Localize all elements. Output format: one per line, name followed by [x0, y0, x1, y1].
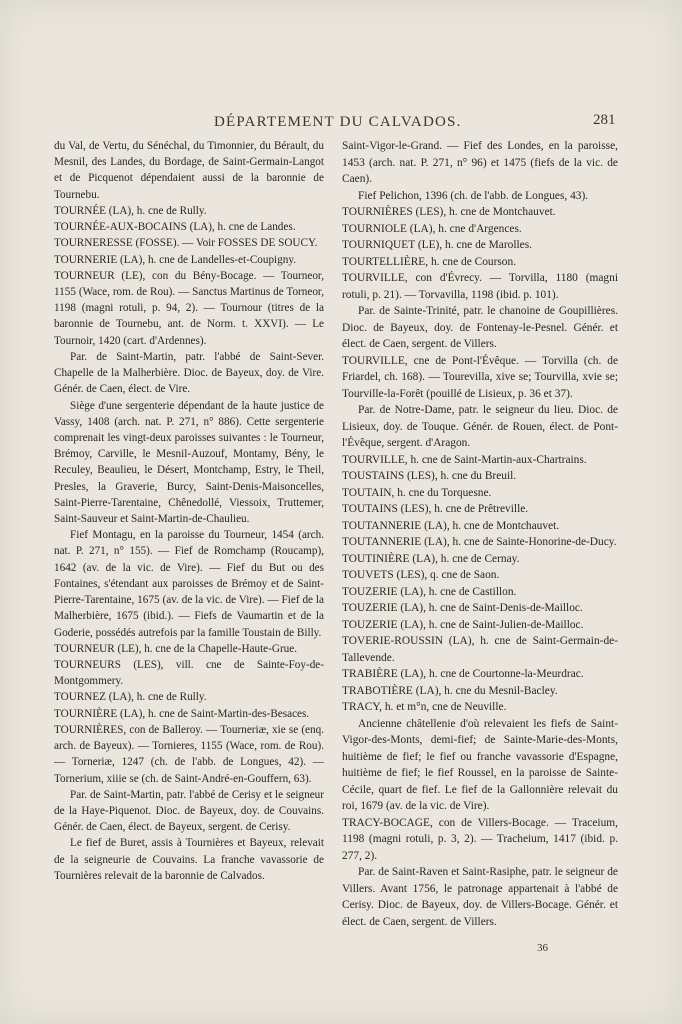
paragraph: Par. de Saint-Martin, patr. l'abbé de Cerisy et le seigneur de la Haye-Piquenot. Dioc. de Bayeux, doy. de Couvains. Génér. de Caen, élect. de Bayeux, sergent. de Cerisy.	[54, 788, 324, 834]
dictionary-entry: TOUTAINS (LES), h. cne de Prêtreville.	[342, 503, 529, 515]
dictionary-entry: TOVERIE-ROUSSIN (LA), h. cne de Saint-Germain-de-Tallevende.	[342, 635, 618, 664]
running-title: DÉPARTEMENT DU CALVADOS.	[214, 114, 462, 130]
dictionary-entry: TOUTAIN, h. cne du Torquesne.	[342, 486, 492, 499]
dictionary-entry: TOURNIÈRES, con de Balleroy. — Tourneriæ, xie se (enq. arch. de Bayeux). — Tornieres, 1155 (Wace, rom. de Rou). — Torneriæ, 1247 (ch. de l'abb. de Longues, 42). — Tornerium, xiiie se (ch. de Saint-André-en-Gouffern, 63).	[54, 723, 324, 785]
dictionary-entry: TOURNEUR (LE), h. cne de la Chapelle-Haute-Grue.	[54, 642, 298, 655]
dictionary-entry: TOURNÉE-AUX-BOCAINS (LA), h. cne de Landes.	[54, 221, 296, 234]
dictionary-entry: TOUZERIE (LA), h. cne de Saint-Julien-de-Mailloc.	[342, 618, 584, 631]
dictionary-entry: TOUTINIÈRE (LA), h. cne de Cernay.	[342, 552, 520, 565]
paragraph: Par. de Saint-Raven et Saint-Rasiphe, patr. le seigneur de Villers. Avant 1756, le patronage appartenait à l'abbé de Cerisy. Dioc. de Bayeux, doy. de Villers-Bocage. Génér. et élect. de Caen, sergent. de Villers.	[342, 866, 618, 928]
page-number: 281	[593, 112, 616, 128]
dictionary-entry: TOURNERESSE (FOSSE). — Voir FOSSES DE SOUCY.	[54, 237, 318, 250]
dictionary-entry: TOURNEZ (LA), h. cne de Rully.	[54, 691, 207, 704]
paragraph: Fief Pelichon, 1396 (ch. de l'abb. de Longues, 43).	[358, 189, 589, 202]
left-column	[54, 138, 324, 884]
dictionary-entry: TOURNIOLE (LA), h. cne d'Argences.	[342, 222, 522, 235]
dictionary-entry: TOUVETS (LES), q. cne de Saon.	[342, 569, 500, 581]
dictionary-entry: TOURNÉE (LA), h. cne de Rully.	[54, 204, 207, 217]
dictionary-entry: TOUTANNERIE (LA), h. cne de Sainte-Honorine-de-Ducy.	[342, 536, 617, 548]
dictionary-entry: TOUZERIE (LA), h. cne de Castillon.	[342, 585, 517, 598]
dictionary-entry: TOURVILLE, h. cne de Saint-Martin-aux-Chartrains.	[342, 453, 587, 466]
dictionary-entry: TOURNIÈRES (LES), h. cne de Montchauvet.	[342, 206, 556, 218]
dictionary-entry: TRABOTIÈRE (LA), h. cne du Mesnil-Bacley.	[342, 684, 558, 697]
dictionary-entry: TOURNEUR (LE), con du Bény-Bocage. — Tourneor, 1155 (Wace, rom. de Rou). — Sanctus Martinus de Torneor, 1198 (magni rotuli, p. 94, 2). — Tournour (titres de la baronnie de Tournebu, ant. de Norm. t. XXVI). — Le Tournoir, 1420 (cart. d'Ardennes).	[54, 269, 324, 347]
paragraph: Par. de Saint-Martin, patr. l'abbé de Saint-Sever. Chapelle de la Malherbière. Dioc. de Bayeux, doy. de Vire. Génér. de Caen, élect. de Vire.	[54, 350, 324, 396]
dictionary-entry: TOURNEURS (LES), vill. cne de Sainte-Foy-de-Montgommery.	[54, 659, 324, 688]
right-column	[342, 138, 618, 930]
page-header	[0, 114, 682, 136]
paragraph: Siège d'une sergenterie dépendant de la haute justice de Vassy, 1408 (arch. nat. P. 271, n° 886). Cette sergenterie comprenait les vingt-deux paroisses suivantes : le Tourneur, Brémoy, Carville, le Mesnil-Auzouf, Montamy, Bény, le Reculey, Beaulieu, le Désert, Montchamp, Estry, le Theil, Presles, la Graverie, Burcy, Saint-Denis-Maisoncelles, Saint-Pierre-Tarentaine, Chênedollé, Viessoix, Truttemer, Saint-Sauveur et Saint-Martin-de-Chaulieu.	[54, 399, 324, 526]
dictionary-entry: TRACY-BOCAGE, con de Villers-Bocage. — Traceium, 1198 (magni rotuli, p. 3, 2). — Tracheium, 1417 (ibid. p. 277, 2).	[342, 816, 618, 862]
dictionary-entry: TOURNIQUET (LE), h. cne de Marolles.	[342, 239, 533, 251]
dictionary-entry: Saint-Vigor-le-Grand. — Fief des Londes, en la paroisse, 1453 (arch. nat. P. 271, n° 96) et 1475 (fiefs de la vic. de Caen).	[342, 140, 618, 185]
paragraph: Par. de Sainte-Trinité, patr. le chanoine de Goupillières. Dioc. de Bayeux, doy. de Fontenay-le-Pesnel. Génér. et élect. de Caen, sergent. de Villers.	[342, 305, 618, 350]
dictionary-entry: TOURNERIE (LA), h. cne de Landelles-et-Coupigny.	[54, 253, 297, 266]
signature-mark: 36	[537, 942, 548, 954]
dictionary-entry: TOUTANNERIE (LA), h. cne de Montchauvet.	[342, 519, 560, 532]
dictionary-entry: TOUZERIE (LA), h. cne de Saint-Denis-de-Mailloc.	[342, 602, 583, 614]
paragraph: Par. de Notre-Dame, patr. le seigneur du lieu. Dioc. de Lisieux, doy. de Touque. Génér. de Rouen, élect. de Pont-l'Évêque, sergent. d'Aragon.	[342, 404, 618, 449]
dictionary-entry: TRACY, h. et m°n, cne de Neuville.	[342, 701, 507, 713]
paragraph: Ancienne châtellenie d'où relevaient les fiefs de Saint-Vigor-des-Monts, demi-fief; de Sainte-Marie-des-Monts, huitième de fief; le fief ou franche vavassorie d'Espagne, huitième de fief; le fief Roussel, en la paroisse de Sainte-Cécile, quart de fief. Le fief de la Gallonnière relevait du roi, 1679 (av. de la vic. de Vire).	[342, 717, 618, 812]
dictionary-entry: TOURVILLE, cne de Pont-l'Évêque. — Torvilla (ch. de Friardel, ch. 168). — Tourevilla, xive se; Tourvilla, xvie se; Tourville-la-Forêt (pouillé de Lisieux, p. 36 et 37).	[342, 354, 618, 400]
dictionary-entry: TOUSTAINS (LES), h. cne du Breuil.	[342, 470, 517, 482]
paragraph: Le fief de Buret, assis à Tournières et Bayeux, relevait de la seigneurie de Couvains. La franche vavassorie de Tournières relevait de la baronnie de Calvados.	[54, 837, 324, 882]
dictionary-entry: TRABIÈRE (LA), h. cne de Courtonne-la-Meurdrac.	[342, 668, 584, 680]
dictionary-entry: du Val, de Vertu, du Sénéchal, du Timonnier, du Bérault, du Mesnil, des Landes, du Bordage, de Saint-Germain-Langot et de Picquenot dépendaient aussi de la baronnie de Tournebu.	[54, 140, 324, 201]
paragraph: Fief Montagu, en la paroisse du Tourneur, 1454 (arch. nat. P. 271, n° 155). — Fief de Romchamp (Roucamp), 1642 (av. de la vic. de Vire). — Fief du But ou des Fontaines, s'étendant aux paroisses de Brémoy et de Saint-Pierre-Tarentaine, 1675 (av. de la vic. de Vire). — Fief de la Malherbière, 1675 (ibid.). — Fiefs de Vaumartin et de la Goderie, possédés autrefois par la famille Toustain de Billy.	[54, 529, 324, 639]
dictionary-entry: TOURNIÈRE (LA), h. cne de Saint-Martin-des-Besaces.	[54, 707, 310, 720]
dictionary-entry: TOURVILLE, con d'Évrecy. — Torvilla, 1180 (magni rotuli, p. 21). — Torvavilla, 1198 (ibid. p. 101).	[342, 272, 618, 301]
dictionary-entry: TOURTELLIÈRE, h. cne de Courson.	[342, 255, 517, 268]
